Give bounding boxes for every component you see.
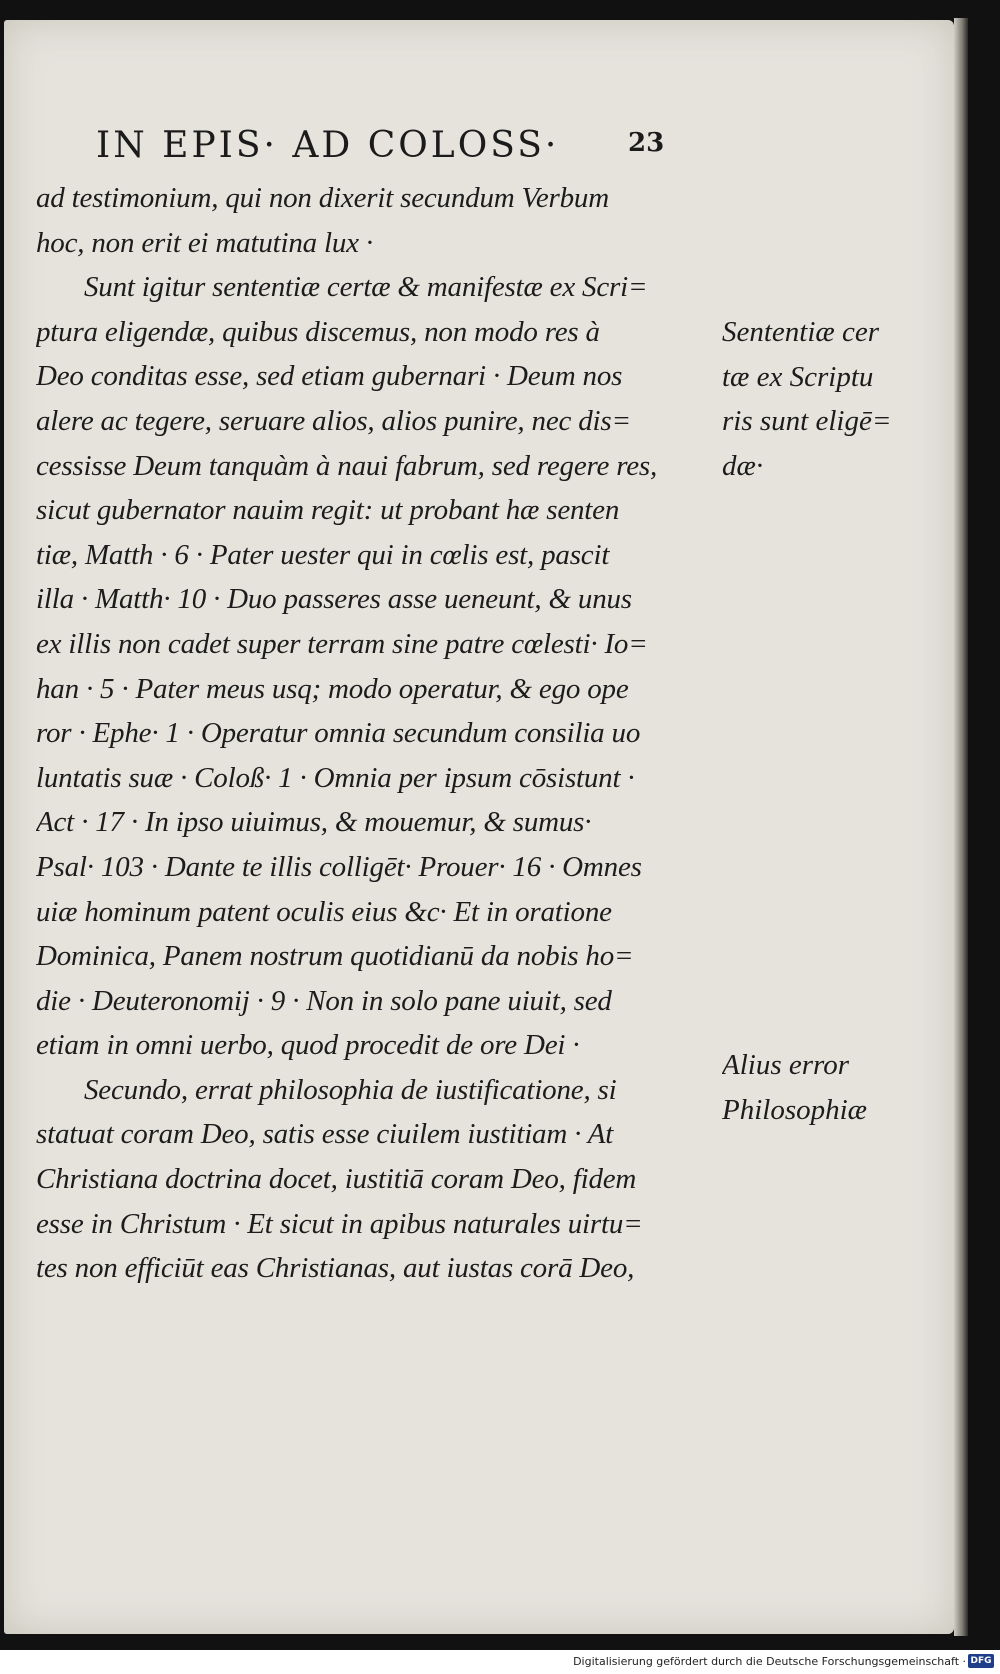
text-line: hoc, non erit ei matutina lux · xyxy=(36,226,373,259)
running-head: IN EPIS· AD COLOSS· xyxy=(96,125,560,166)
dfg-logo: DFG xyxy=(968,1654,994,1668)
text-line: ror · Ephe· 1 · Operatur omnia secundum consilia uo xyxy=(36,717,641,750)
text-line: uiæ hominum patent oculis eius &c· Et in oratione xyxy=(36,895,612,928)
margin-note-line: dæ· xyxy=(722,449,764,482)
text-line: esse in Christum · Et sicut in apibus naturales uirtu= xyxy=(36,1207,643,1240)
margin-note-line: Sententiæ cer xyxy=(722,316,880,348)
text-line: han · 5 · Pater meus usq; modo operatur, & ego ope xyxy=(36,672,629,705)
text-line: luntatis suæ · Coloß· 1 · Omnia per ipsum cōsistunt · xyxy=(36,761,635,794)
text-line: Deo conditas esse, sed etiam gubernari · Deum nos xyxy=(36,360,623,393)
text-line: tiæ, Matth · 6 · Pater uester qui in cœlis est, pascit xyxy=(36,538,610,571)
footer-credit: Digitalisierung gefördert durch die Deutsche Forschungsgemeinschaft · xyxy=(573,1655,966,1668)
text-line: cessisse Deum tanquàm à naui fabrum, sed regere res, xyxy=(36,449,658,482)
text-line: Sunt igitur sententiæ certæ & manifestæ ex Scri= xyxy=(84,271,648,304)
text-line: ex illis non cadet super terram sine patre cœlesti· Io= xyxy=(36,627,648,660)
text-line: alere ac tegere, seruare alios, alios punire, nec dis= xyxy=(36,404,631,437)
text-line: tes non efficiūt eas Christianas, aut iustas corā Deo, xyxy=(36,1252,635,1285)
text-line: Secundo, errat philosophia de iustificatione, si xyxy=(84,1073,617,1106)
margin-note-sententiae xyxy=(722,310,957,488)
page-edge xyxy=(954,18,968,1636)
margin-note-error xyxy=(722,1043,957,1132)
folio-number: 23 xyxy=(628,128,665,158)
text-line: illa · Matth· 10 · Duo passeres asse ueneunt, & unus xyxy=(36,583,632,616)
text-line: ptura eligendæ, quibus discemus, non modo res à xyxy=(36,315,600,348)
text-line: ad testimonium, qui non dixerit secundum Verbum xyxy=(36,182,609,214)
body-text xyxy=(36,176,726,1291)
margin-note-line: Philosophiæ xyxy=(722,1093,868,1126)
margin-note-line: Alius error xyxy=(722,1049,850,1081)
margin-note-line: tæ ex Scriptu xyxy=(722,360,874,393)
margin-note-line: ris sunt eligē= xyxy=(722,405,892,438)
text-line: etiam in omni uerbo, quod procedit de ore Dei · xyxy=(36,1029,580,1062)
text-line: Act · 17 · In ipso uiuimus, & mouemur, & sumus· xyxy=(36,806,592,839)
text-line: sicut gubernator nauim regit: ut probant hæ senten xyxy=(36,494,620,527)
text-line: Psal· 103 · Dante te illis colligēt· Prouer· 16 · Omnes xyxy=(36,850,642,883)
footer-bar xyxy=(0,1650,1000,1674)
text-line: statuat coram Deo, satis esse ciuilem iustitiam · At xyxy=(36,1118,614,1151)
text-line: Dominica, Panem nostrum quotidianū da nobis ho= xyxy=(36,940,634,973)
text-line: Christiana doctrina docet, iustitiā coram Deo, fidem xyxy=(36,1163,637,1196)
text-line: die · Deuteronomij · 9 · Non in solo pane uiuit, sed xyxy=(36,984,612,1017)
